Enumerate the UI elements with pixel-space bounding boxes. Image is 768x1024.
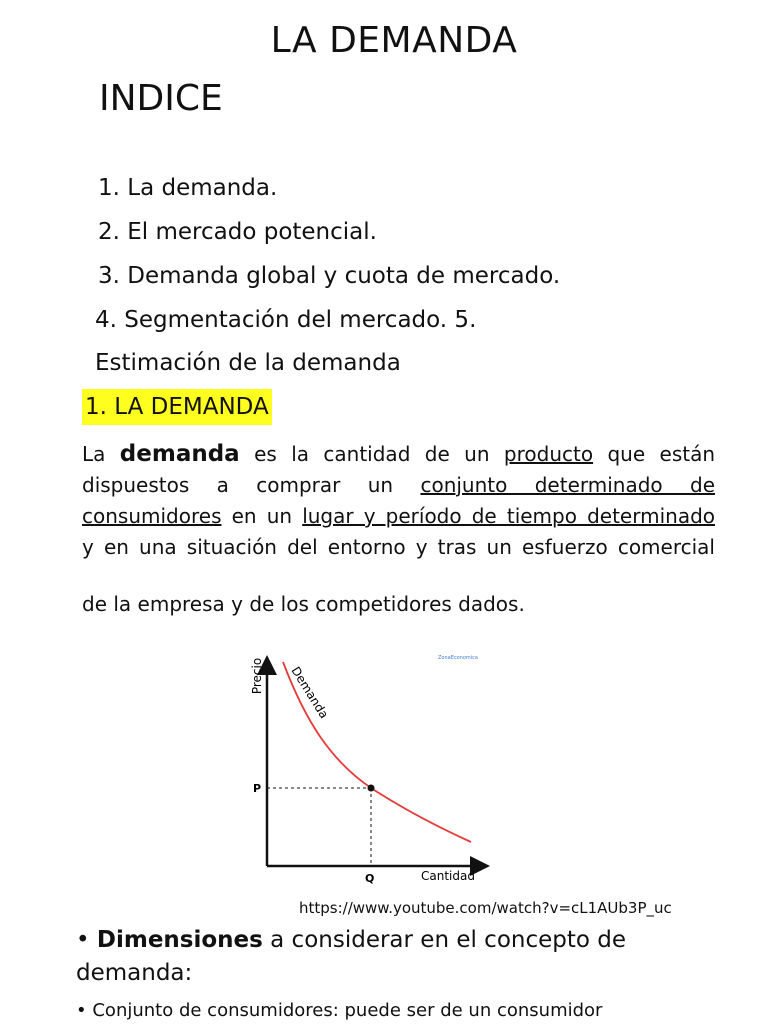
link-lugar-periodo[interactable]: lugar y período de tiempo determinado: [302, 504, 715, 528]
bullet-icon: •: [76, 1000, 87, 1021]
bullet-text: a considerar en el concepto de: [262, 927, 627, 953]
definition-text: que están: [607, 442, 716, 466]
bullet-text-line-2: demanda:: [76, 960, 193, 986]
index-item: 4. Segmentación del mercado. 5.: [95, 307, 477, 333]
word-la: La: [82, 442, 106, 466]
p-label: P: [253, 782, 262, 795]
x-axis-label: Cantidad: [421, 869, 475, 883]
link-producto[interactable]: producto: [503, 442, 594, 466]
index-heading: INDICE: [99, 78, 223, 119]
index-item: 3. Demanda global y cuota de mercado.: [98, 263, 561, 289]
definition-line-1: [82, 439, 715, 470]
definition-text: dispuestos a comprar un: [82, 473, 394, 497]
bullet-bold-term: Dimensiones: [96, 927, 263, 953]
definition-line-5: de la empresa y de los competidores dados.: [82, 592, 525, 616]
y-axis-label: Precio: [250, 657, 264, 695]
bullet-dimensiones: [76, 924, 626, 990]
definition-line-3: [82, 501, 715, 532]
bullet-text: Conjunto de consumidores: puede ser de un consumidor: [92, 1000, 603, 1021]
definition-line-4: y en una situación del entorno y tras un esfuerzo comercial: [82, 535, 715, 559]
page-title: LA DEMANDA: [270, 20, 518, 61]
term-demanda: demanda: [119, 441, 240, 467]
bullet-icon: •: [76, 927, 90, 953]
demand-curve-figure: [245, 640, 505, 890]
index-item: Estimación de la demanda: [95, 350, 401, 376]
definition-text: es la cantidad de un: [254, 442, 490, 466]
index-item: 2. El mercado potencial.: [98, 219, 377, 245]
source-url[interactable]: https://www.youtube.com/watch?v=cL1AUb3P_uc: [299, 899, 672, 917]
equilibrium-point: [368, 785, 375, 792]
q-label: Q: [365, 872, 375, 885]
definition-paragraph: [82, 439, 715, 563]
definition-line-2: [82, 470, 715, 501]
index-item: 1. La demanda.: [98, 175, 278, 201]
section-heading-highlighted: 1. LA DEMANDA: [82, 389, 272, 425]
link-conjunto[interactable]: conjunto determinado de: [420, 473, 716, 497]
bullet-conjunto: [76, 1000, 602, 1021]
link-consumidores[interactable]: consumidores: [82, 504, 222, 528]
definition-text: en un: [231, 504, 293, 528]
curve-label: Demanda: [288, 664, 332, 721]
watermark-text: ZonaEconomica: [438, 655, 478, 661]
